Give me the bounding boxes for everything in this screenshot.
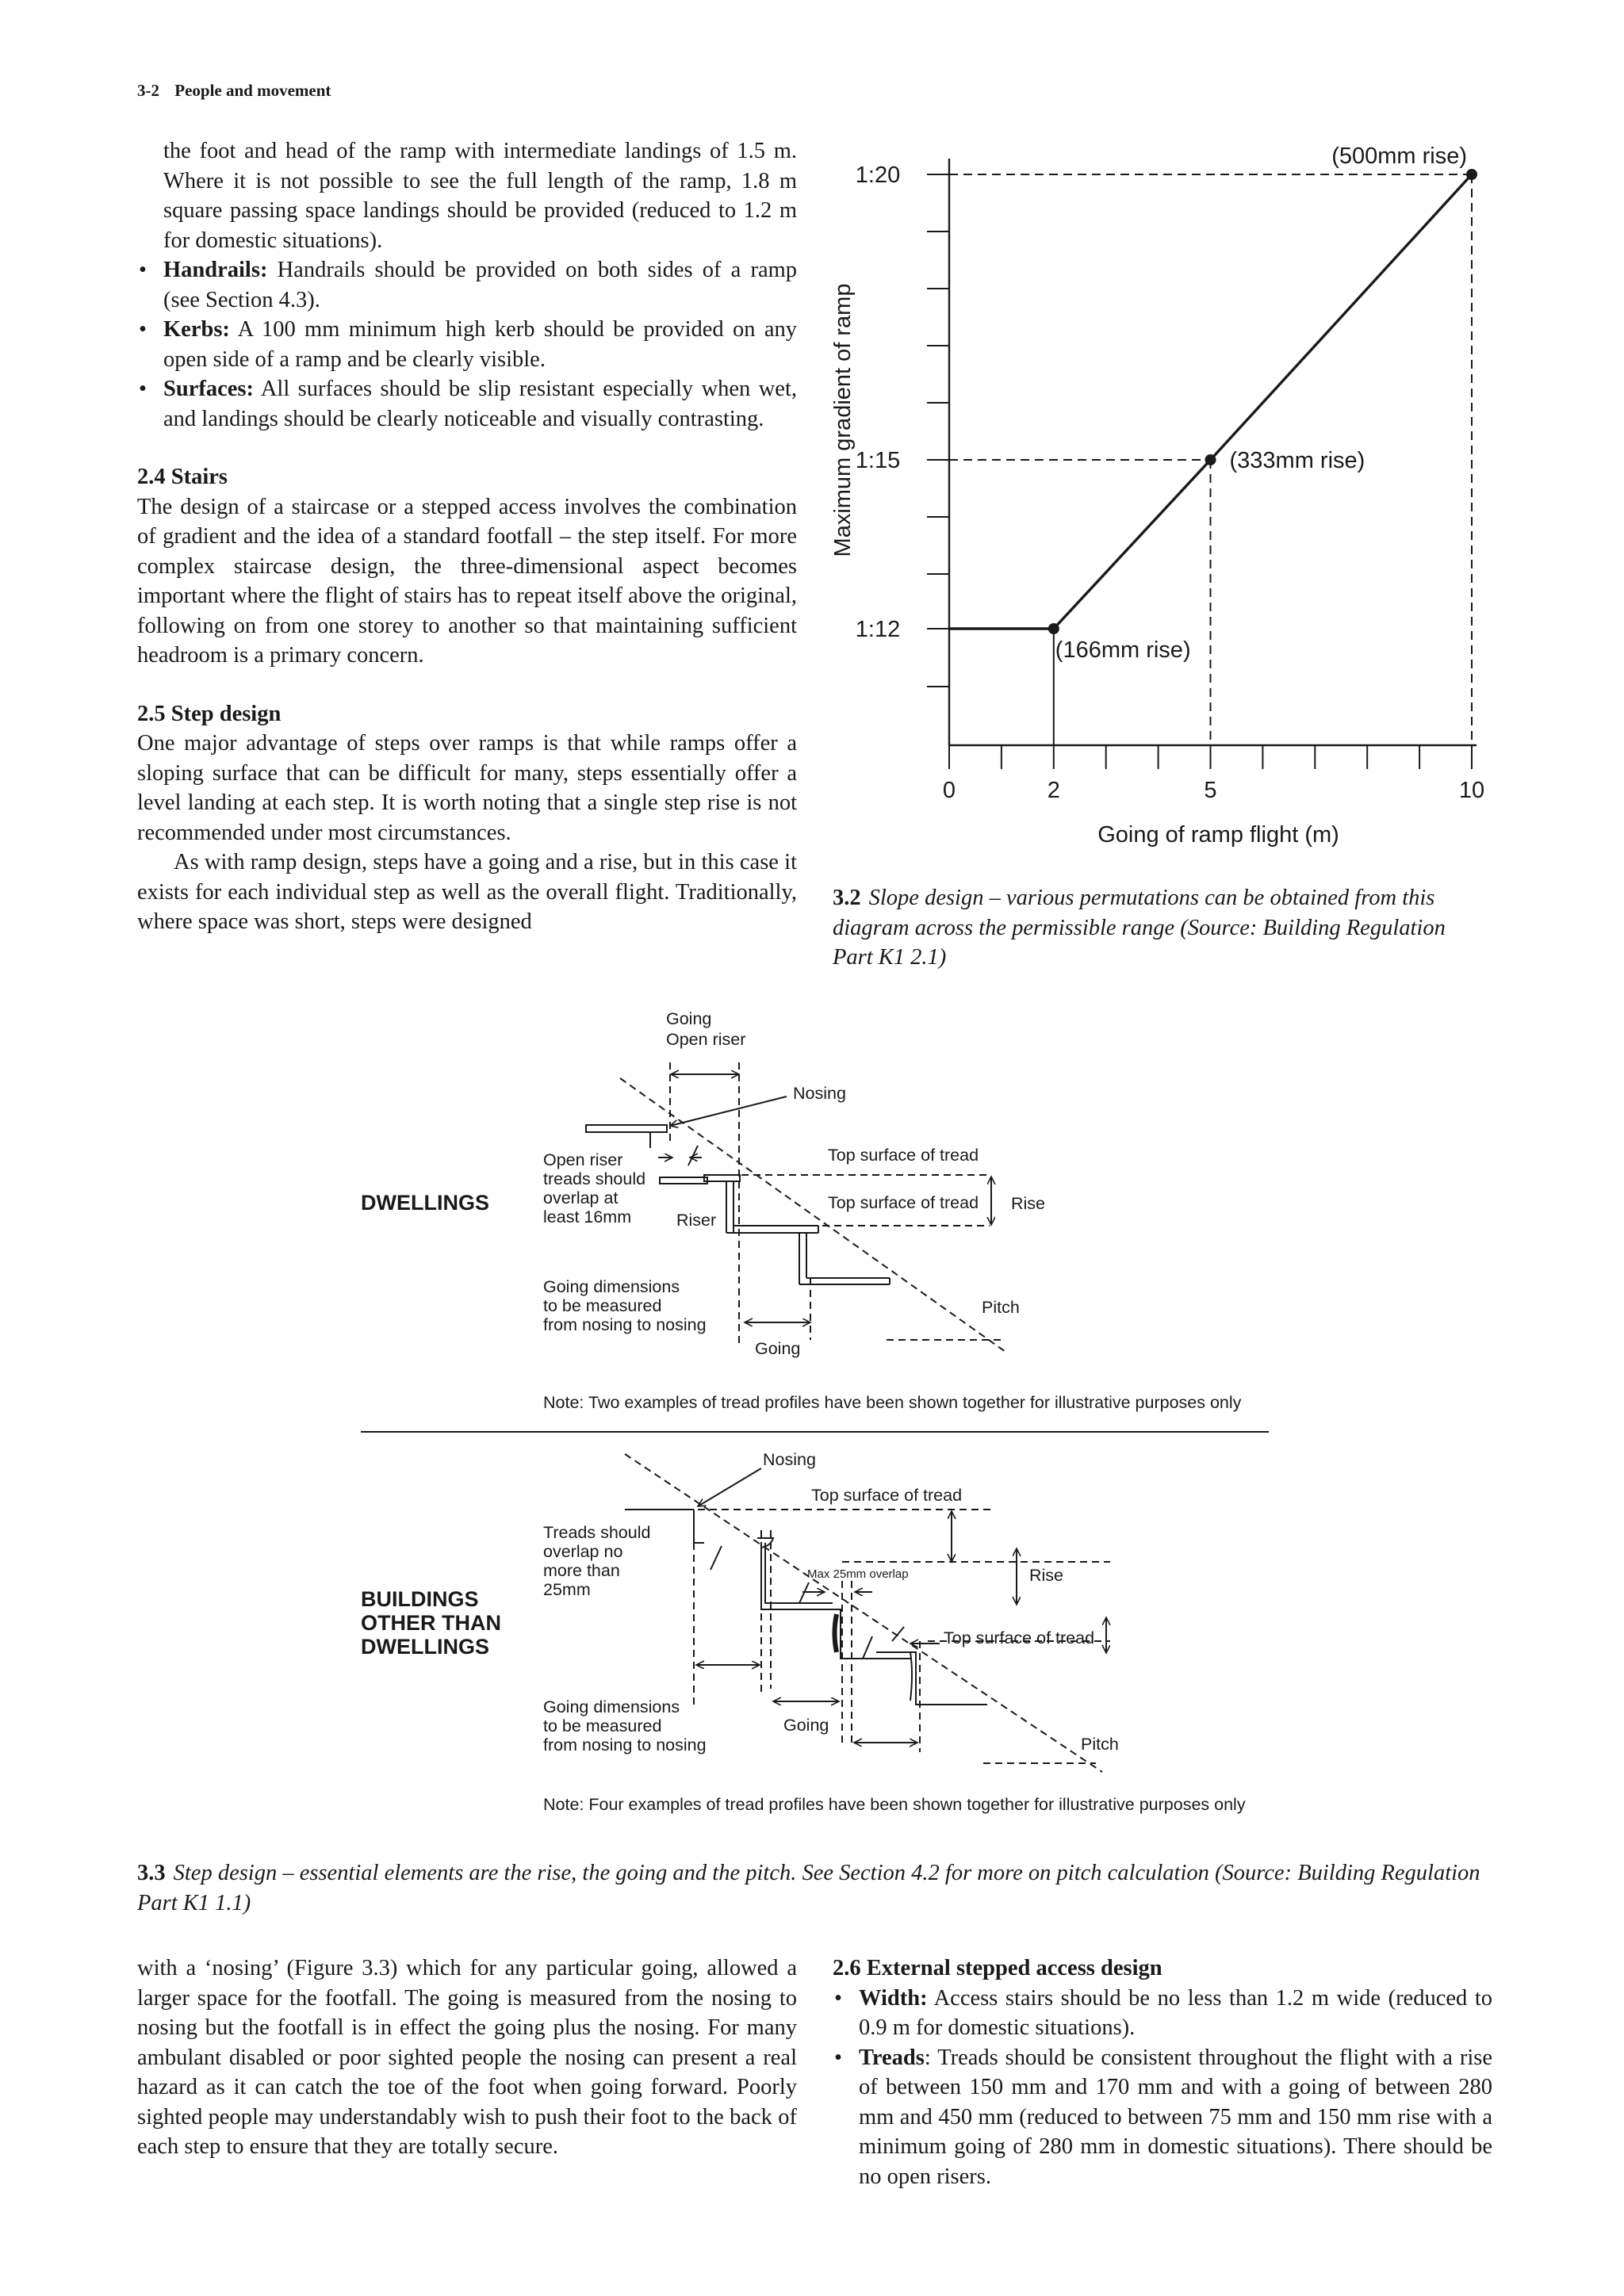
section-heading-step-design: 2.5 Step design — [137, 701, 282, 726]
chapter-title: People and movement — [174, 81, 331, 100]
label-rise: Rise — [1029, 1566, 1064, 1585]
data-point — [1205, 454, 1216, 465]
continued-paragraph: the foot and head of the ramp with intermediate landings of 1.5 m. Where it is not possible to see the full length of the ramp, 1.8 m square passing space landings should be provided (reduced to 1.2 m for domestic situations). — [163, 139, 797, 253]
label-nosing: Nosing — [763, 1450, 816, 1469]
x-axis-label: Going of ramp flight (m) — [1097, 822, 1339, 848]
tread-profile — [831, 1609, 912, 1659]
data-point — [1048, 623, 1059, 634]
label-pitch: Pitch — [1081, 1735, 1119, 1754]
buildings-title: OTHER THAN — [361, 1611, 501, 1635]
tread-nosing — [910, 1652, 912, 1701]
figure-number: 3.3 — [137, 1861, 166, 1885]
x-tick-label: 2 — [1047, 778, 1060, 803]
label-treads-overlap: 25mm — [543, 1580, 591, 1599]
label-going-dimensions: Going dimensions — [543, 1697, 680, 1716]
caption-text: Slope design – various permutations can be obtained from this diagram across the permissible range (Source: Building Regulation Part K1 2.1) — [833, 886, 1446, 970]
caption-text: Step design – essential elements are the rise, the going and the pitch. See Section 4.2 for more on pitch calculation (Source: Building Regulation Part K1 1.1) — [137, 1861, 1480, 1915]
label-going-dimensions: Going dimensions — [543, 1277, 680, 1296]
dwellings-title: DWELLINGS — [361, 1191, 489, 1215]
list-item: • Width: Access stairs should be no less than 1.2 m wide (reduced to 0.9 m for domestic situations). — [834, 1985, 1492, 2040]
buildings-note: Note: Four examples of tread profiles have been shown together for illustrative purposes only — [543, 1795, 1246, 1814]
data-label: (333mm rise) — [1229, 448, 1365, 473]
x-tick-label: 10 — [1458, 778, 1485, 803]
slope-design-chart — [817, 135, 1515, 864]
nosing-paragraph: with a ‘nosing’ (Figure 3.3) which for any particular going, allowed a larger space for the footfall. The going is measured from the nosing to nosing but the footfall is in effect the going plus the nosing. For many ambulant disabled or poor sighted people the nosing can present a real hazard as it can catch the toe of the foot when going forward. Poorly sighted people may understandably wish to push their foot to the back of each step to ensure that they are totally secure. — [137, 1956, 797, 2159]
figure-3-2-caption — [833, 883, 1483, 973]
tread-profile — [876, 1652, 987, 1705]
chart-labels — [830, 144, 1484, 848]
page-number: 3-2 — [137, 81, 159, 100]
label-open-riser: overlap at — [543, 1188, 619, 1207]
section-text-step-design-1: One major advantage of steps over ramps is that while ramps offer a sloping surface that can be difficult for many, steps essentially offer a level landing at each step. It is worth noting that a single step rise is not recommended under most circumstances. — [137, 731, 797, 845]
break-mark — [688, 1146, 698, 1165]
label-top-surface: Top surface of tread — [944, 1628, 1095, 1647]
data-label: (500mm rise) — [1331, 144, 1467, 169]
label-going: Going — [783, 1716, 829, 1735]
label-rise: Rise — [1011, 1194, 1046, 1213]
section-text-stairs: The design of a staircase or a stepped access involves the combination of gradient and the idea of a standard footfall – the step itself. For more complex staircase design, the three-dimensional aspect becomes important where the flight of stairs has to repeat itself above the original, following on from one storey to another so that maintaining sufficient headroom is a primary concern. — [137, 494, 797, 668]
label-open-riser: least 16mm — [543, 1207, 632, 1226]
label-going-open-riser: Open riser — [666, 1030, 746, 1049]
label-max-overlap: Max 25mm overlap — [807, 1567, 909, 1581]
list-item: • Surfaces: All surfaces should be slip resistant especially when wet, and landings should be clearly noticeable and visually contrasting. — [139, 377, 797, 431]
label-treads-overlap: Treads should — [543, 1523, 651, 1542]
list-item: • Kerbs: A 100 mm minimum high kerb should be provided on any open side of a ramp and be clearly visible. — [139, 317, 797, 372]
buildings-title: DWELLINGS — [361, 1635, 489, 1659]
label-going: Going — [755, 1339, 801, 1358]
label-treads-overlap: more than — [543, 1561, 620, 1580]
label-open-riser: Open riser — [543, 1150, 623, 1169]
label-going-dimensions: to be measured — [543, 1296, 662, 1315]
left-column-bottom — [137, 1954, 797, 2162]
nosing-pointer — [698, 1468, 761, 1506]
dwellings-diagram — [361, 1009, 1242, 1412]
break-mark — [863, 1636, 872, 1659]
buildings-title: BUILDINGS — [361, 1587, 479, 1611]
label-nosing: Nosing — [793, 1084, 846, 1103]
y-axis-label: Maximum gradient of ramp — [830, 283, 856, 557]
right-column-bottom — [833, 1954, 1492, 2191]
figure-number: 3.2 — [833, 886, 861, 910]
y-tick-label: 1:20 — [855, 163, 901, 188]
label-going-dimensions: from nosing to nosing — [543, 1735, 707, 1755]
chart-series — [949, 169, 1477, 634]
left-column-top — [137, 136, 797, 937]
section-text-step-design-2: As with ramp design, steps have a going and a rise, but in this case it exists for each individual step as well as the overall flight. Traditionally, where space was short, steps were designed — [137, 850, 797, 934]
list-item: • Treads: Treads should be consistent throughout the flight with a rise of between 150 mm and 170 mm and with a going of between 280 mm and 450 mm (reduced to between 75 mm and 150 mm rise with a minimum going of 280 mm in domestic situations). There should be no open risers. — [834, 2045, 1492, 2189]
y-tick-label: 1:12 — [855, 617, 901, 642]
stepped-access-bullet-list — [833, 1984, 1492, 2192]
figure-3-3-caption — [137, 1858, 1485, 1918]
data-point — [1466, 169, 1477, 180]
label-top-surface: Top surface of tread — [811, 1486, 963, 1505]
buildings-diagram — [361, 1450, 1246, 1814]
y-tick-label: 1:15 — [855, 448, 901, 473]
break-mark — [710, 1546, 722, 1570]
step-design-diagram — [238, 999, 1348, 1814]
tread — [586, 1125, 667, 1132]
label-going-dimensions: from nosing to nosing — [543, 1315, 707, 1334]
section-heading-external-stepped-access: 2.6 External stepped access design — [833, 1956, 1162, 1980]
tread-nosing — [835, 1614, 837, 1652]
section-heading-stairs: 2.4 Stairs — [137, 465, 228, 489]
nosing-pointer — [670, 1096, 787, 1126]
x-tick-label: 0 — [942, 778, 956, 803]
label-top-surface: Top surface of tread — [828, 1146, 979, 1165]
tread — [660, 1177, 707, 1184]
label-going-dimensions: to be measured — [543, 1716, 662, 1735]
ramp-bullet-list — [137, 255, 797, 434]
label-going-open-riser: Going — [666, 1009, 712, 1028]
label-top-surface: Top surface of tread — [828, 1193, 979, 1212]
label-pitch: Pitch — [982, 1298, 1020, 1317]
running-head — [137, 81, 331, 101]
tread — [704, 1175, 740, 1181]
data-label: (166mm rise) — [1055, 637, 1191, 663]
chart-axes — [927, 159, 1477, 769]
list-item: • Handrails: Handrails should be provided on both sides of a ramp (see Section 4.3). — [139, 258, 798, 312]
label-treads-overlap: overlap no — [543, 1542, 623, 1561]
dwellings-note: Note: Two examples of tread profiles have been shown together for illustrative purposes only — [543, 1393, 1242, 1412]
x-tick-label: 5 — [1204, 778, 1217, 803]
label-open-riser: treads should — [543, 1169, 646, 1188]
label-riser: Riser — [676, 1211, 717, 1230]
